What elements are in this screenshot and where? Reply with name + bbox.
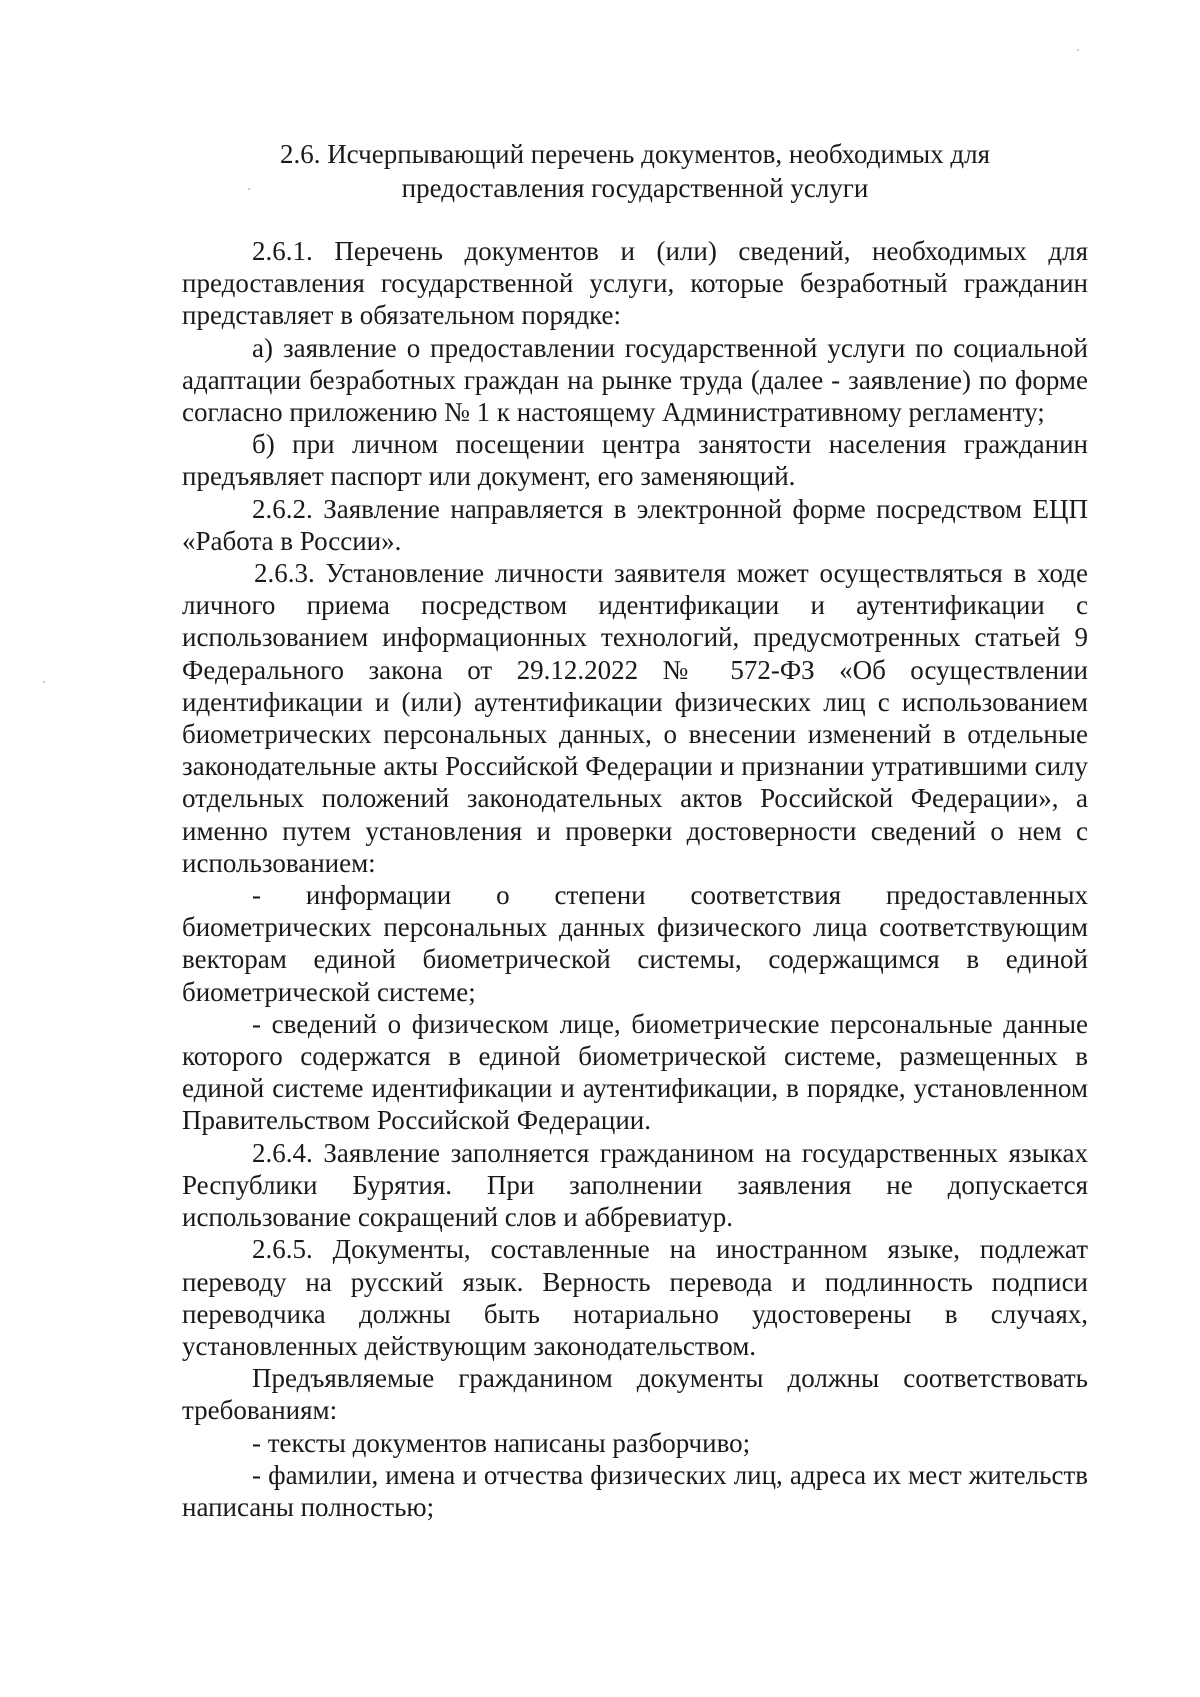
list-item-b: б) при личном посещении центра занятости населения гражданин предъявляет паспорт или документ, его заменяющий. <box>182 429 1088 492</box>
list-item-biometric-vectors: - информации о степени соответствия предоставленных биометрических персональных данных физического лица соответствующим векторам единой биометрической системы, содержащимся в единой биометрической системе; <box>182 880 1088 1007</box>
section-heading <box>180 137 1090 205</box>
section-heading-line-1: 2.6. Исчерпывающий перечень документов, необходимых для <box>279 139 991 169</box>
list-item-a: а) заявление о предоставлении государственной услуги по социальной адаптации безработных граждан на рынке труда (далее - заявление) по форме согласно приложению № 1 к настоящему Административному регламенту; <box>182 332 1088 428</box>
paragraph-requirements: Предъявляемые гражданином документы должны соответствовать требованиям: <box>182 1363 1088 1426</box>
scan-speck <box>43 681 45 683</box>
scan-speck <box>248 188 250 190</box>
document-body <box>182 235 1088 1523</box>
paragraph-2-6-3: 2.6.3. Установление личности заявителя может осуществляться в ходе личного приема посредством идентификации и аутентификации с использованием информационных технологий, предусмотренных статьей 9 Федерального закона от 29.12.2022 № 572-ФЗ «Об осуществлении идентификации и (или) аутентификации физических лиц с использованием биометрических персональных данных, о внесении изменений в отдельные законодательные акты Российской Федерации и признании утратившими силу отдельных положений законодательных актов Российской Федерации», а именно путем установления и проверки достоверности сведений о нем с использованием: <box>182 558 1088 878</box>
paragraph-2-6-5: 2.6.5. Документы, составленные на иностранном языке, подлежат переводу на русский язык. Верность перевода и подлинность подписи переводчика должны быть нотариально удостоверены в случаях, установленных действующим законодательством. <box>182 1234 1088 1361</box>
list-item-identification-system: - сведений о физическом лице, биометрические персональные данные которого содержатся в единой биометрической системе, размещенных в единой системе идентификации и аутентификации, в порядке, установленном Правительством Российской Федерации. <box>182 1008 1088 1136</box>
section-heading-line-2: предоставления государственной услуги <box>401 173 869 203</box>
list-item-legible-text: - тексты документов написаны разборчиво; <box>252 1427 751 1458</box>
list-item-full-names: - фамилии, имена и отчества физических лиц, адреса их мест жительств написаны полностью; <box>182 1459 1088 1522</box>
paragraph-2-6-1: 2.6.1. Перечень документов и (или) сведений, необходимых для предоставления государственной услуги, которые безработный гражданин представляет в обязательном порядке: <box>182 236 1088 331</box>
scan-speck <box>1077 49 1079 51</box>
paragraph-2-6-2: 2.6.2. Заявление направляется в электронной форме посредством ЕЦП «Работа в России». <box>182 493 1088 556</box>
paragraph-2-6-4: 2.6.4. Заявление заполняется гражданином на государственных языках Республики Бурятия. При заполнении заявления не допускается использование сокращений слов и аббревиатур. <box>182 1137 1088 1233</box>
